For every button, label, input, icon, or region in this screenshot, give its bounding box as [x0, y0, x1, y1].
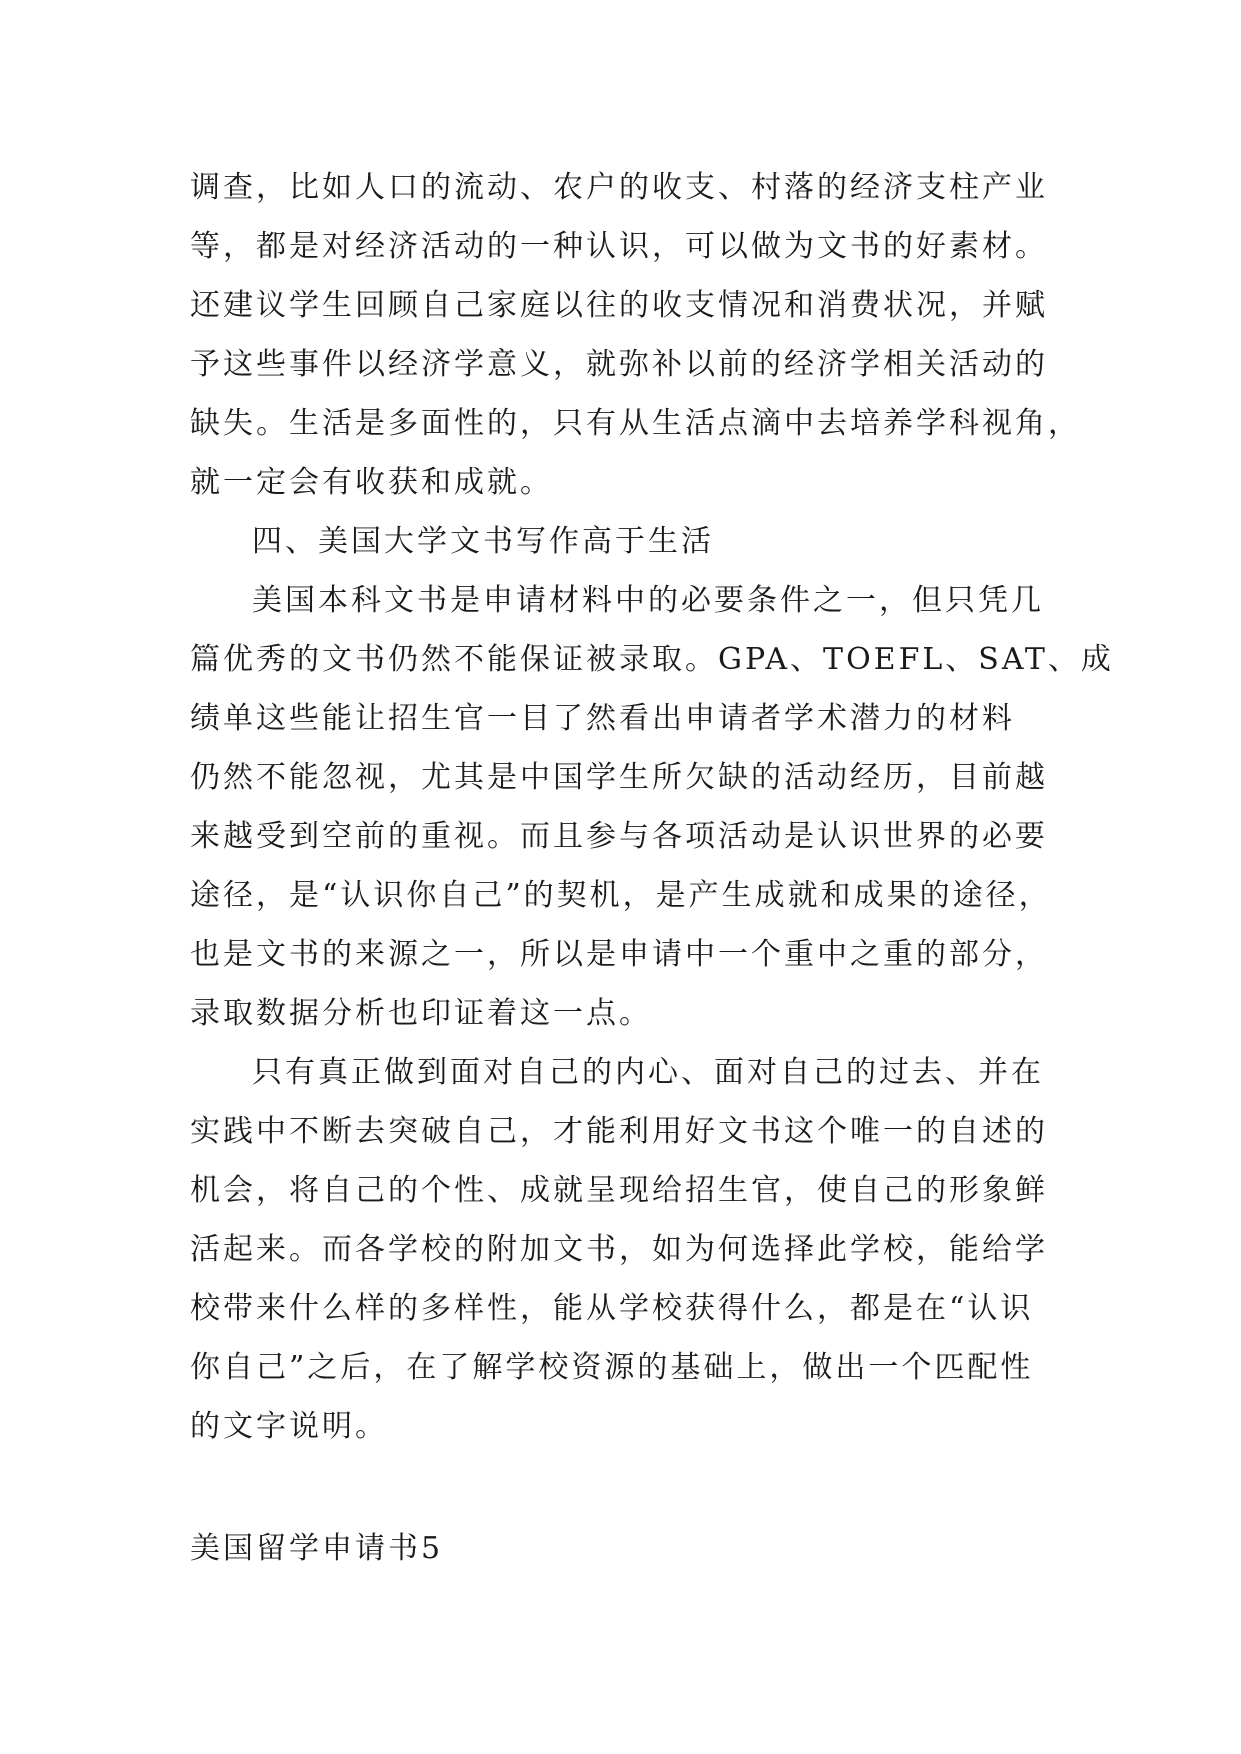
text-line: 还建议学生回顾自己家庭以往的收支情况和消费状况，并赋: [190, 288, 1048, 323]
text-line: 调查，比如人口的流动、农户的收支、村落的经济支柱产业: [190, 170, 1048, 205]
document-title: 美国留学申请书5: [190, 1531, 444, 1566]
text-line: 缺失。生活是多面性的，只有从生活点滴中去培养学科视角，: [190, 406, 1081, 441]
text-line: 机会，将自己的个性、成就呈现给招生官，使自己的形象鲜: [190, 1173, 1048, 1208]
text-line: 录取数据分析也印证着这一点。: [190, 996, 652, 1031]
text-line: 活起来。而各学校的附加文书，如为何选择此学校，能给学: [190, 1232, 1048, 1267]
text-line: 实践中不断去突破自己，才能利用好文书这个唯一的自述的: [190, 1114, 1048, 1149]
section-heading: 四、美国大学文书写作高于生活: [252, 524, 714, 559]
text-line: 就一定会有收获和成就。: [190, 465, 553, 500]
text-line: 途径，是“认识你自己”的契机，是产生成就和成果的途径，: [190, 878, 1052, 913]
text-line: 予这些事件以经济学意义，就弥补以前的经济学相关活动的: [190, 347, 1048, 382]
text-line: 你自己”之后，在了解学校资源的基础上，做出一个匹配性: [190, 1350, 1034, 1385]
text-line: 等，都是对经济活动的一种认识，可以做为文书的好素材。: [190, 229, 1048, 264]
text-line: 也是文书的来源之一，所以是申请中一个重中之重的部分，: [190, 937, 1048, 972]
text-line: 来越受到空前的重视。而且参与各项活动是认识世界的必要: [190, 819, 1048, 854]
text-line: 美国本科文书是申请材料中的必要条件之一，但只凭几: [252, 583, 1044, 618]
text-line: 绩单这些能让招生官一目了然看出申请者学术潜力的材料: [190, 701, 1015, 736]
text-line: 的文字说明。: [190, 1409, 388, 1444]
text-line: 只有真正做到面对自己的内心、面对自己的过去、并在: [252, 1055, 1044, 1090]
text-line: 篇优秀的文书仍然不能保证被录取。GPA、TOEFL、SAT、成: [190, 642, 1114, 677]
text-line: 校带来什么样的多样性，能从学校获得什么，都是在“认识: [190, 1291, 1034, 1326]
text-line: 仍然不能忽视，尤其是中国学生所欠缺的活动经历，目前越: [190, 760, 1048, 795]
